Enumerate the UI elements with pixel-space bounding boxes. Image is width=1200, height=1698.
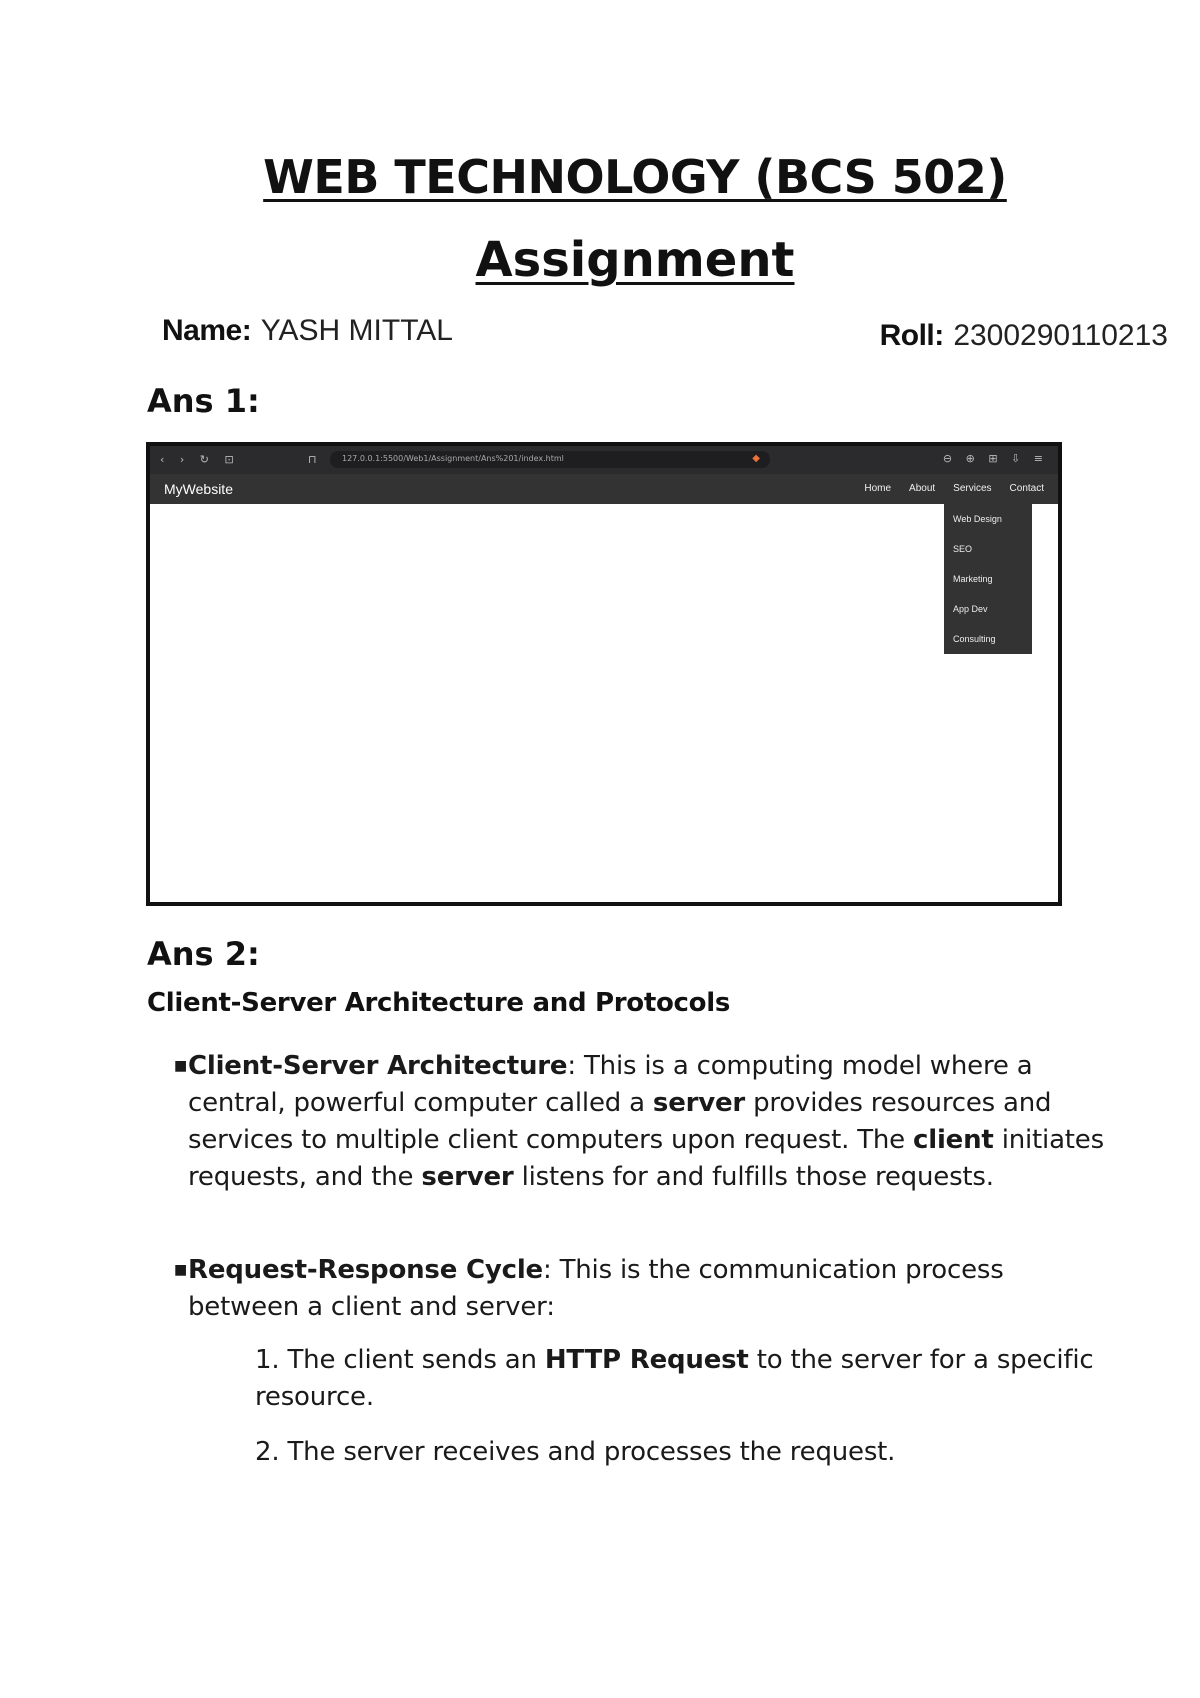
step-text: The server receives and processes the request. [287,1437,896,1467]
student-name [162,313,453,348]
nav-link-contact: Contact [1009,483,1044,494]
bookmark-icon: ⊓ [308,453,317,466]
answer-1-heading: Ans 1: [147,382,260,420]
dropdown-item: App Dev [953,604,988,614]
answer-2-heading: Ans 2: [147,935,260,973]
numbered-step [255,1434,1115,1471]
browser-screenshot [146,442,1062,906]
numbered-step [255,1342,1115,1416]
dropdown-item: Web Design [953,514,1002,524]
bullet-item [174,1252,1118,1326]
site-nav-links [864,483,1044,494]
bold-term: HTTP Request [544,1345,749,1375]
roll-label: Roll: [879,319,944,352]
bullet-text: : This is a computing model where a central, powerful computer called a [188,1051,1033,1118]
bullet-icon: ■ [174,1262,188,1278]
address-url: 127.0.0.1:5500/Web1/Assignment/Ans%201/index.html [342,454,564,463]
address-bar [330,451,770,468]
bullet-text: : This is the communication process between a client and server: [188,1255,1004,1322]
browser-nav-icons: ‹ › ↻ ⊡ [160,453,240,466]
bullet-text: provides resources and services to multiple client computers upon request. The [188,1088,1052,1155]
step-number: 2. [255,1437,280,1467]
nav-link-home: Home [864,483,892,494]
name-label: Name: [162,314,252,347]
bullet-text: initiates requests, and the [188,1125,1104,1192]
section-title: Client-Server Architecture and Protocols [147,988,731,1018]
nav-link-services: Services [953,483,992,494]
document-subtitle: Assignment [475,232,795,288]
bold-term: server [421,1162,514,1192]
bullet-term: Client-Server Architecture [188,1051,568,1081]
roll-value: 2300290110213 [953,319,1168,352]
dropdown-item: SEO [953,544,973,554]
bold-term: client [913,1125,994,1155]
step-number: 1. [255,1345,280,1375]
services-dropdown [944,504,1032,654]
bold-term: server [652,1088,746,1118]
bullet-icon: ■ [174,1058,188,1074]
nav-link-about: About [909,483,936,494]
browser-extension-icons: ⊖ ⊕ ⊞ ⇩ ≡ [942,452,1048,465]
brave-shield-icon: ◆ [752,453,760,464]
step-text: to the server for a specific resource. [255,1345,1094,1412]
browser-toolbar [150,446,1058,474]
student-roll [880,318,1168,353]
site-logo: MyWebsite [164,481,233,497]
name-value: YASH MITTAL [260,314,453,347]
bullet-term: Request-Response Cycle [188,1255,543,1285]
bullet-text: listens for and fulfills those requests. [513,1162,994,1192]
bullet-item [174,1048,1118,1196]
dropdown-item: Marketing [953,574,993,584]
dropdown-item: Consulting [953,634,996,644]
site-navbar [150,474,1058,504]
document-title: WEB TECHNOLOGY (BCS 502) [263,150,1007,204]
step-text: The client sends an [287,1345,545,1375]
